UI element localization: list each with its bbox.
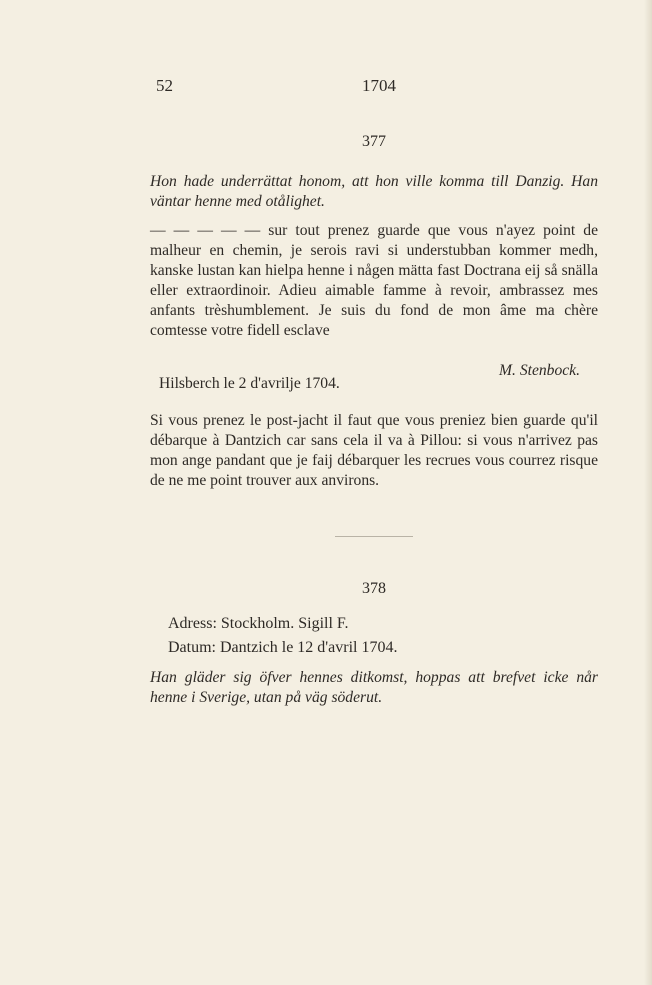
letter-377-place-date: Hilsberch le 2 d'avrilje 1704. <box>159 375 340 392</box>
page-edge-shadow <box>644 0 652 985</box>
letter-number-378: 378 <box>362 580 386 597</box>
letter-number-377: 377 <box>362 133 386 150</box>
letter-377-signature: M. Stenbock. <box>499 362 580 379</box>
letter-378-address: Adress: Stockholm. Sigill F. <box>168 615 349 632</box>
letter-377-postscript: Si vous prenez le post-jacht il faut que vous preniez bien guarde qu'il débarque à Dantzich car sans cela il va à Pillou: si vous n'arrivez pas mon ange pandant que je faij débarquer les recrues vous courrez risque de ne me point trouver aux anvirons. <box>150 412 598 489</box>
running-year: 1704 <box>362 76 396 95</box>
letter-377-body: — — — — — sur tout prenez guarde que vous n'ayez point de malheur en chemin, je serois ravi si understubban kommer medh, kanske lustan kan hielpa henne i någen mätta fast Doctrana eij så snälla eller extraordinoir. Adieu aimable famme à revoir, ambrassez mes anfants trèshumblement. Je suis du fond de mon âme ma chère comtesse votre fidell esclave <box>150 222 598 339</box>
letter-377-summary: Hon hade underrättat honom, att hon ville komma till Danzig. Han väntar henne med otålighet. <box>150 173 598 210</box>
section-divider <box>335 536 413 537</box>
running-header <box>156 76 404 98</box>
letter-378-date: Datum: Dantzich le 12 d'avril 1704. <box>168 639 398 656</box>
page-number: 52 <box>156 76 173 95</box>
letter-378-summary: Han gläder sig öfver hennes ditkomst, hoppas att brefvet icke når henne i Sverige, utan på väg söderut. <box>150 669 598 706</box>
